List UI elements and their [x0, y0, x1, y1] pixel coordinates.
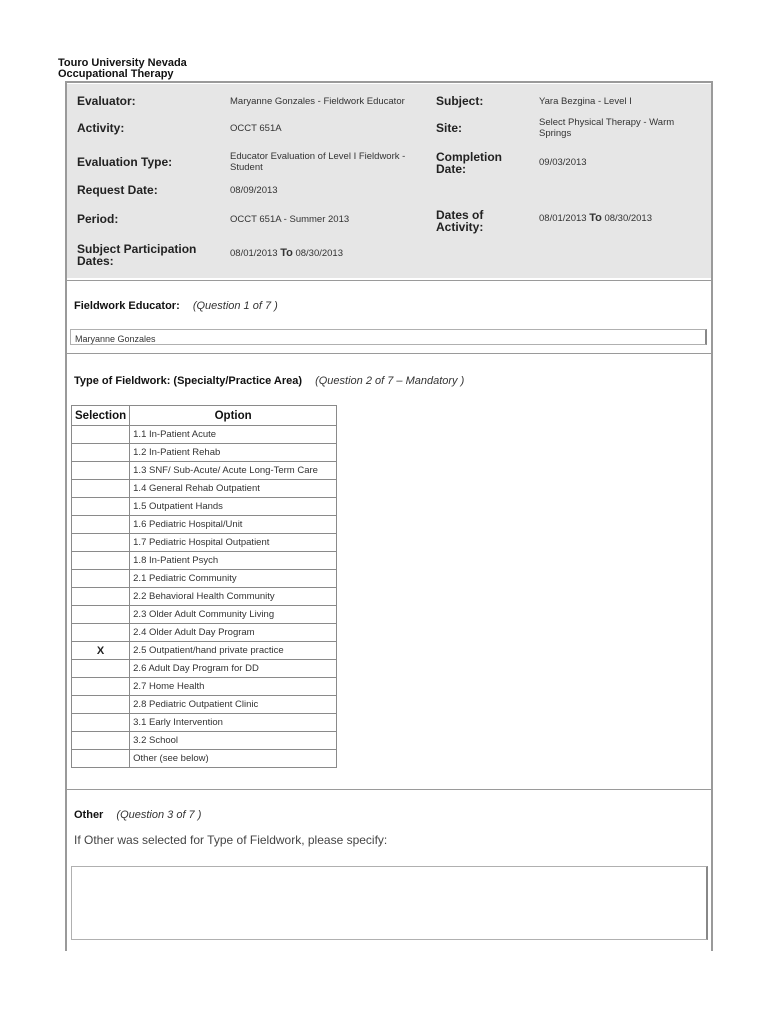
option-cell: Other (see below): [130, 750, 337, 768]
selection-cell[interactable]: [72, 714, 130, 732]
option-cell: 2.5 Outpatient/hand private practice: [130, 642, 337, 660]
divider: [67, 353, 711, 354]
q1-heading: [74, 300, 278, 312]
selection-cell[interactable]: [72, 750, 130, 768]
table-row[interactable]: [72, 552, 337, 570]
selection-cell[interactable]: [72, 534, 130, 552]
fieldwork-type-table: [71, 405, 337, 768]
activity-value: OCCT 651A: [230, 123, 282, 134]
table-row[interactable]: [72, 714, 337, 732]
option-cell: 1.8 In-Patient Psych: [130, 552, 337, 570]
completion-date-value: 09/03/2013: [539, 157, 587, 168]
activity-label: Activity:: [77, 121, 125, 135]
table-row[interactable]: [72, 606, 337, 624]
site-value-line2: Springs: [539, 128, 572, 139]
selection-cell[interactable]: [72, 606, 130, 624]
selection-cell[interactable]: [72, 732, 130, 750]
request-date-label: Request Date:: [77, 183, 158, 197]
option-cell: 1.5 Outpatient Hands: [130, 498, 337, 516]
table-row[interactable]: [72, 642, 337, 660]
option-cell: 3.1 Early Intervention: [130, 714, 337, 732]
site-value: [539, 117, 674, 139]
site-value-line1: Select Physical Therapy - Warm: [539, 117, 675, 128]
dates-of-activity-value: [539, 213, 652, 224]
site-label: Site:: [436, 121, 463, 135]
participation-dates-value: [230, 248, 343, 259]
period-label: Period:: [77, 212, 119, 226]
option-cell: 2.6 Adult Day Program for DD: [130, 660, 337, 678]
table-row[interactable]: [72, 516, 337, 534]
other-specify-textarea[interactable]: [71, 866, 708, 940]
selection-cell[interactable]: [72, 552, 130, 570]
q1-title: Fieldwork Educator:: [74, 300, 180, 312]
other-instruction: If Other was selected for Type of Fieldwork, please specify:: [74, 833, 388, 847]
table-row[interactable]: [72, 570, 337, 588]
table-row[interactable]: [72, 696, 337, 714]
selection-cell[interactable]: [72, 426, 130, 444]
selection-cell[interactable]: [72, 678, 130, 696]
selection-cell[interactable]: [72, 516, 130, 534]
selection-cell[interactable]: [72, 480, 130, 498]
participation-from: 08/01/2013: [230, 248, 278, 259]
completion-date-label: [436, 151, 502, 175]
q2-title: Type of Fieldwork: (Specialty/Practice Area): [74, 375, 303, 387]
table-row[interactable]: [72, 462, 337, 480]
selection-cell[interactable]: [72, 624, 130, 642]
option-column-header: Option: [130, 406, 337, 426]
period-value: OCCT 651A - Summer 2013: [230, 214, 350, 225]
table-row[interactable]: [72, 732, 337, 750]
participation-dates-label: [77, 243, 196, 267]
request-date-value: 08/09/2013: [230, 185, 278, 196]
participation-to: 08/30/2013: [295, 248, 343, 259]
evaluation-type-value: [230, 151, 405, 173]
school-header: [58, 58, 187, 80]
school-name: Touro University Nevada: [58, 57, 187, 69]
dates-activity-label-line2: Activity:: [436, 220, 484, 234]
dates-of-activity-label: [436, 209, 483, 233]
q3-heading: [74, 809, 201, 821]
selection-cell[interactable]: [72, 570, 130, 588]
option-cell: 1.7 Pediatric Hospital Outpatient: [130, 534, 337, 552]
option-cell: 2.8 Pediatric Outpatient Clinic: [130, 696, 337, 714]
table-row[interactable]: [72, 660, 337, 678]
divider: [67, 789, 711, 790]
table-row[interactable]: [72, 588, 337, 606]
option-cell: 1.6 Pediatric Hospital/Unit: [130, 516, 337, 534]
option-cell: 2.7 Home Health: [130, 678, 337, 696]
option-cell: 1.3 SNF/ Sub-Acute/ Acute Long-Term Care: [130, 462, 337, 480]
option-cell: 2.4 Older Adult Day Program: [130, 624, 337, 642]
dates-activity-to-word: To: [589, 212, 602, 224]
table-row[interactable]: [72, 480, 337, 498]
selection-cell[interactable]: [72, 696, 130, 714]
table-row[interactable]: [72, 624, 337, 642]
option-cell: 1.4 General Rehab Outpatient: [130, 480, 337, 498]
table-row[interactable]: [72, 750, 337, 768]
selection-column-header: Selection: [72, 406, 130, 426]
table-row[interactable]: [72, 534, 337, 552]
completion-label-line1: Completion: [436, 150, 502, 164]
dates-activity-from: 08/01/2013: [539, 213, 587, 224]
q1-note: (Question 1 of 7 ): [192, 300, 278, 312]
table-row[interactable]: [72, 426, 337, 444]
participation-label-line1: Subject Participation: [77, 242, 197, 256]
participation-to-word: To: [280, 247, 293, 259]
selection-cell[interactable]: [72, 444, 130, 462]
q3-title: Other: [74, 809, 104, 821]
subject-label: Subject:: [436, 94, 484, 108]
selection-cell[interactable]: X: [72, 642, 130, 660]
participation-label-line2: Dates:: [77, 254, 114, 268]
dates-activity-label-line1: Dates of: [436, 208, 484, 222]
table-header-row: [72, 406, 337, 426]
evaluation-type-line2: Student: [230, 162, 263, 173]
q2-note: (Question 2 of 7 – Mandatory ): [315, 375, 465, 387]
q2-heading: [74, 375, 464, 387]
q3-note: (Question 3 of 7 ): [116, 809, 202, 821]
evaluation-type-line1: Educator Evaluation of Level I Fieldwork -: [230, 151, 406, 162]
option-cell: 1.1 In-Patient Acute: [130, 426, 337, 444]
table-row[interactable]: [72, 498, 337, 516]
option-cell: 2.3 Older Adult Community Living: [130, 606, 337, 624]
selection-cell[interactable]: [72, 498, 130, 516]
table-row[interactable]: [72, 678, 337, 696]
dates-activity-to: 08/30/2013: [604, 213, 652, 224]
option-cell: 2.2 Behavioral Health Community: [130, 588, 337, 606]
selection-cell[interactable]: [72, 660, 130, 678]
department-name: Occupational Therapy: [58, 68, 174, 80]
evaluation-type-label: Evaluation Type:: [77, 155, 173, 169]
selection-cell[interactable]: [72, 462, 130, 480]
evaluator-label: Evaluator:: [77, 94, 136, 108]
table-row[interactable]: [72, 444, 337, 462]
completion-label-line2: Date:: [436, 162, 467, 176]
option-cell: 3.2 School: [130, 732, 337, 750]
selection-cell[interactable]: [72, 588, 130, 606]
evaluator-value: Maryanne Gonzales - Fieldwork Educator: [230, 96, 405, 107]
subject-value: Yara Bezgina - Level I: [539, 96, 632, 107]
divider: [67, 280, 711, 281]
fieldwork-educator-answer[interactable]: Maryanne Gonzales: [70, 329, 707, 345]
option-cell: 1.2 In-Patient Rehab: [130, 444, 337, 462]
option-cell: 2.1 Pediatric Community: [130, 570, 337, 588]
